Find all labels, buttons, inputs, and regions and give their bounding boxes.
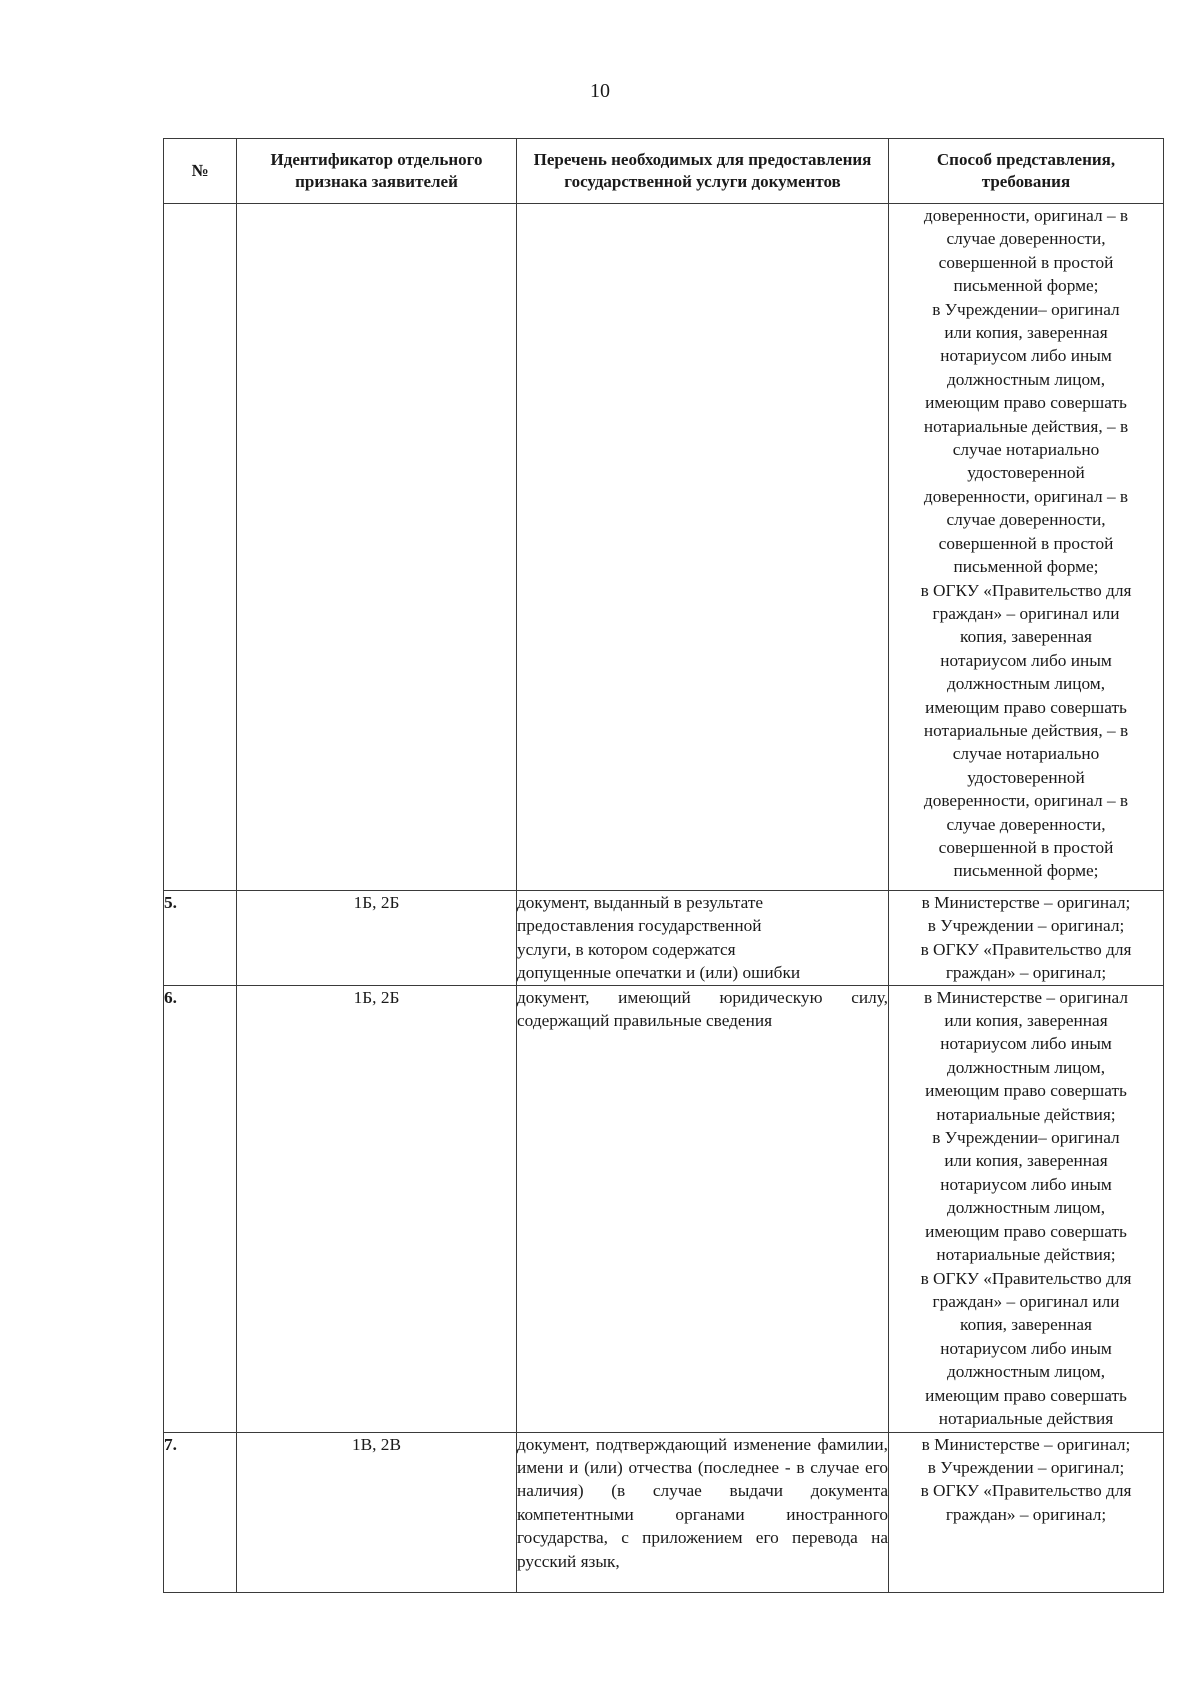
- header-method: Способ представления, требования: [889, 139, 1164, 204]
- cell-line: имеющим право совершать: [925, 1221, 1127, 1241]
- cell-line: или копия, заверенная: [944, 323, 1108, 343]
- cell-line: письменной форме;: [953, 557, 1099, 577]
- cell-line: нотариальные действия, – в: [923, 416, 1129, 436]
- header-identifier: Идентификатор отдельного признака заявителей: [237, 139, 517, 204]
- cell-line: должностным лицом,: [946, 674, 1106, 694]
- row-documents: [517, 891, 889, 986]
- row-number: 6.: [164, 985, 237, 1432]
- cell-line: документ, подтверждающий изменение фамилии, имени и (или) отчества (последнее - в случае его наличия) (в случае выдачи документа компетентными органами иностранного государства, с приложением его перевода на русский язык,: [517, 1434, 888, 1571]
- cell-line: документ, выданный в результате: [517, 893, 764, 912]
- row-method: [889, 985, 1164, 1432]
- cell-line: в Министерстве – оригинал;: [921, 1434, 1131, 1454]
- table-row: [164, 1432, 1164, 1592]
- table-row: [164, 891, 1164, 986]
- cell-line: удостоверенной: [967, 767, 1085, 787]
- cell-line: в Министерстве – оригинал: [924, 987, 1128, 1007]
- row-identifier: 1В, 2В: [237, 1432, 517, 1592]
- cell-line: в Министерстве – оригинал;: [921, 893, 1131, 912]
- cell-line: доверенности, оригинал – в: [923, 791, 1129, 811]
- row-number: [164, 204, 237, 891]
- cell-line: нотариусом либо иным: [940, 1174, 1112, 1194]
- cell-line: должностным лицом,: [946, 1362, 1106, 1382]
- cell-line: граждан» – оригинал или: [932, 603, 1120, 623]
- cell-line: нотариусом либо иным: [940, 346, 1112, 366]
- header-documents: Перечень необходимых для предоставления государственной услуги документов: [517, 139, 889, 204]
- cell-line: предоставления государственной: [517, 916, 762, 936]
- cell-line: в ОГКУ «Правительство для: [920, 1481, 1132, 1501]
- row-identifier: 1Б, 2Б: [237, 985, 517, 1432]
- row-number: 7.: [164, 1432, 237, 1592]
- cell-line: доверенности, оригинал – в: [923, 206, 1129, 225]
- cell-line: письменной форме;: [953, 861, 1099, 881]
- cell-line: нотариальные действия: [938, 1408, 1114, 1428]
- cell-line: нотариальные действия;: [936, 1245, 1116, 1265]
- cell-line: случае нотариально: [952, 440, 1100, 460]
- cell-line: доверенности, оригинал – в: [923, 486, 1129, 506]
- cell-line: совершенной в простой: [938, 252, 1114, 272]
- cell-line: или копия, заверенная: [944, 1011, 1108, 1031]
- cell-line: граждан» – оригинал или: [932, 1291, 1120, 1311]
- table-row: [164, 985, 1164, 1432]
- cell-line: в ОГКУ «Правительство для: [920, 939, 1132, 959]
- cell-line: нотариусом либо иным: [940, 1034, 1112, 1054]
- cell-line: должностным лицом,: [946, 369, 1106, 389]
- cell-line: имеющим право совершать: [925, 1385, 1127, 1405]
- row-method: [889, 1432, 1164, 1592]
- cell-line: граждан» – оригинал;: [945, 963, 1107, 983]
- cell-line: в Учреждении– оригинал: [932, 299, 1120, 319]
- cell-line: совершенной в простой: [938, 837, 1114, 857]
- cell-line: удостоверенной: [967, 463, 1085, 483]
- page-number: 10: [590, 80, 610, 102]
- cell-line: имеющим право совершать: [925, 393, 1127, 413]
- cell-line: допущенные опечатки и (или) ошибки: [517, 963, 801, 983]
- cell-line: случае доверенности,: [946, 229, 1106, 249]
- row-method: [889, 891, 1164, 986]
- cell-line: документ, имеющий юридическую силу, содержащий правильные сведения: [517, 987, 888, 1031]
- row-identifier: [237, 204, 517, 891]
- cell-line: граждан» – оригинал;: [945, 1504, 1107, 1524]
- row-documents: [517, 985, 889, 1432]
- cell-line: имеющим право совершать: [925, 697, 1127, 717]
- cell-line: копия, заверенная: [960, 1315, 1092, 1335]
- cell-line: должностным лицом,: [946, 1057, 1106, 1077]
- cell-line: в Учреждении – оригинал;: [927, 916, 1125, 936]
- cell-line: письменной форме;: [953, 276, 1099, 296]
- row-documents: [517, 204, 889, 891]
- cell-line: услуги, в котором содержатся: [517, 939, 736, 959]
- cell-line: случае доверенности,: [946, 814, 1106, 834]
- cell-line: нотариальные действия, – в: [923, 720, 1129, 740]
- header-number: №: [164, 139, 237, 204]
- cell-line: в Учреждении – оригинал;: [927, 1458, 1125, 1478]
- table-header-row: [164, 139, 1164, 204]
- cell-line: нотариусом либо иным: [940, 650, 1112, 670]
- cell-line: в Учреждении– оригинал: [932, 1128, 1120, 1148]
- cell-line: имеющим право совершать: [925, 1081, 1127, 1101]
- row-documents: [517, 1432, 889, 1592]
- table-row: [164, 204, 1164, 891]
- cell-line: нотариусом либо иным: [940, 1338, 1112, 1358]
- cell-line: случае доверенности,: [946, 510, 1106, 530]
- cell-line: нотариальные действия;: [936, 1104, 1116, 1124]
- cell-line: совершенной в простой: [938, 533, 1114, 553]
- row-method: [889, 204, 1164, 891]
- cell-line: должностным лицом,: [946, 1198, 1106, 1218]
- row-identifier: 1Б, 2Б: [237, 891, 517, 986]
- cell-line: случае нотариально: [952, 744, 1100, 764]
- cell-line: в ОГКУ «Правительство для: [920, 580, 1132, 600]
- cell-line: в ОГКУ «Правительство для: [920, 1268, 1132, 1288]
- row-number: 5.: [164, 891, 237, 986]
- documents-table: [163, 138, 1164, 1593]
- cell-line: или копия, заверенная: [944, 1151, 1108, 1171]
- cell-line: копия, заверенная: [960, 627, 1092, 647]
